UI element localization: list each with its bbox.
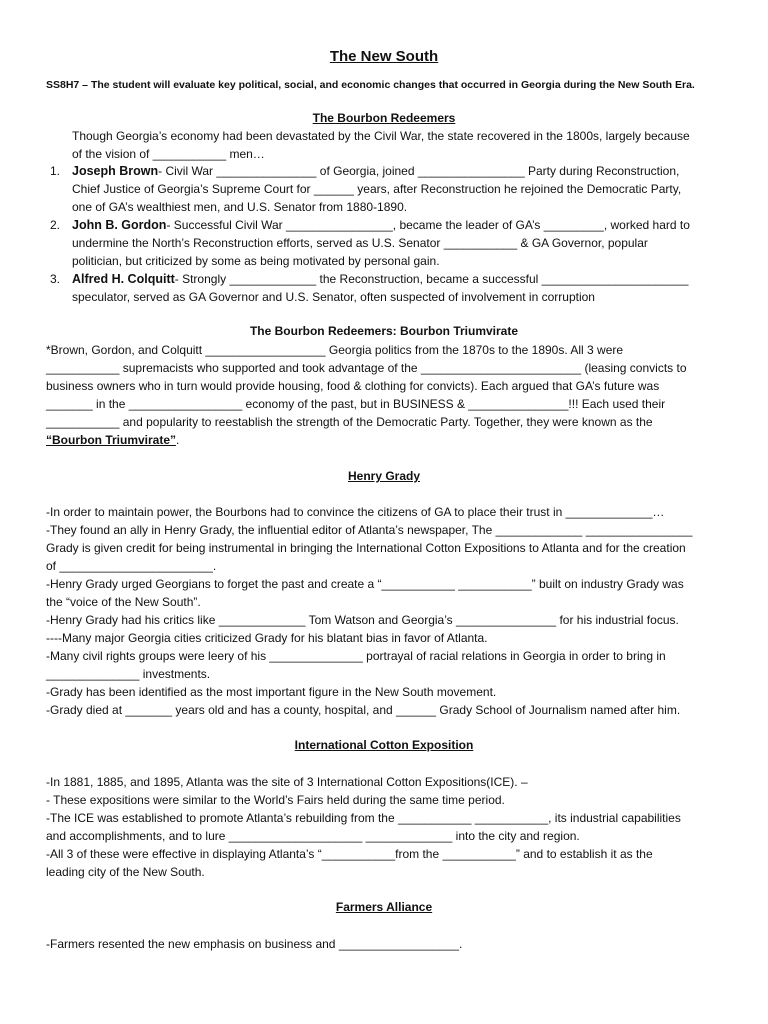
bourbon-triumvirate-term: “Bourbon Triumvirate” <box>46 433 177 447</box>
triumvirate-text: *Brown, Gordon, and Colquitt __________________ Georgia politics from the 1870s to the 1890s. All 3 were ___________ supremacists who supported and took advantage of the ________________________ (leasing convicts to business owners who in turn would provide housing, food & clothing for convicts). Each argued that GA’s future was _______ in the _________________ economy of the past, but in BUSINESS & _______________!!! Each used their ___________ and popularity to reestablish the strength of the Democratic Party. Together, they were known as the <box>46 343 687 429</box>
section-heading-cotton-exposition: International Cotton Exposition <box>294 738 474 752</box>
note-line: -Many civil rights groups were leery of his ______________ portrayal of racial relations in Georgia in order to bring in ______________ investments. <box>46 649 666 681</box>
note-line: -The ICE was established to promote Atlanta’s rebuilding from the ___________ ___________, its industrial capabilities and accomplishments, and to lure ____________________ _____________ into the city and region. <box>46 811 681 843</box>
note-line: -Grady has been identified as the most important figure in the New South movement. <box>46 685 497 699</box>
standard-statement: SS8H7 – The student will evaluate key political, social, and economic changes that occurred in Georgia during the New South Era. <box>46 79 695 91</box>
section-heading-bourbon-redeemers: The Bourbon Redeemers <box>312 111 456 125</box>
list-number: 1. <box>50 164 61 178</box>
redeemer-description: - Strongly _____________ the Reconstruction, became a successful ______________________ speculator, served as GA Governor and U.S. Senator, often suspected of involvement in corruption <box>72 272 689 304</box>
note-line: -In 1881, 1885, and 1895, Atlanta was the site of 3 International Cotton Expositions(ICE). – <box>46 775 528 789</box>
farmers-notes <box>46 935 694 953</box>
note-line: -All 3 of these were effective in displaying Atlanta’s “___________from the ___________” and to establish it as the leading city of the New South. <box>46 847 653 879</box>
list-item <box>46 162 694 216</box>
note-line: -In order to maintain power, the Bourbons had to convince the citizens of GA to place their trust in _____________… <box>46 505 665 519</box>
note-line: -Henry Grady had his critics like _____________ Tom Watson and Georgia’s _______________ for his industrial focus. <box>46 613 679 627</box>
redeemers-list <box>46 162 694 306</box>
redeemer-name: Alfred H. Colquitt <box>72 272 175 286</box>
list-number: 2. <box>50 218 61 232</box>
section-heading-henry-grady: Henry Grady <box>347 469 421 483</box>
list-item <box>46 216 694 270</box>
cotton-notes <box>46 773 694 881</box>
list-item <box>46 270 694 306</box>
note-line: -They found an ally in Henry Grady, the influential editor of Atlanta’s newspaper, The _____________ ________________ Grady is given credit for being instrumental in bringing the International Cotton Expositions to Atlanta and for the creation of _______________________. <box>46 523 693 573</box>
list-number: 3. <box>50 272 61 286</box>
redeemer-name: John B. Gordon <box>72 218 167 232</box>
redeemers-intro: Though Georgia’s economy had been devastated by the Civil War, the state recovered in the 1800s, largely because of the vision of ___________ men… <box>72 129 690 161</box>
redeemer-name: Joseph Brown <box>72 164 159 178</box>
note-line: - These expositions were similar to the World’s Fairs held during the same time period. <box>46 793 505 807</box>
note-line: ----Many major Georgia cities criticized Grady for his blatant bias in favor of Atlanta. <box>46 631 488 645</box>
page-title: The New South <box>329 48 439 65</box>
triumvirate-end: . <box>176 433 180 447</box>
section-heading-farmers-alliance: Farmers Alliance <box>335 900 433 914</box>
note-line: -Farmers resented the new emphasis on business and __________________. <box>46 937 463 951</box>
grady-notes <box>46 503 694 719</box>
redeemer-description: - Successful Civil War ________________, became the leader of GA’s _________, worked hard to undermine the North’s Reconstruction efforts, served as U.S. Senator ___________ & GA Governor, popular politician, but criticized by some as being motivated by personal gain. <box>72 218 690 268</box>
note-line: -Grady died at _______ years old and has a county, hospital, and ______ Grady School of Journalism named after him. <box>46 703 681 717</box>
redeemer-description: - Civil War _______________ of Georgia, joined ________________ Party during Reconstruction, Chief Justice of Georgia’s Supreme Court for ______ years, after Reconstruction he rejoined the Democratic Party, one of GA’s wealthiest men, and U.S. Senator from 1880-1890. <box>72 164 682 214</box>
note-line: -Henry Grady urged Georgians to forget the past and create a “___________ ___________” built on industry Grady was the “voice of the New South”. <box>46 577 684 609</box>
section-heading-bourbon-triumvirate: The Bourbon Redeemers: Bourbon Triumvirate <box>249 324 519 338</box>
triumvirate-paragraph <box>46 341 694 449</box>
